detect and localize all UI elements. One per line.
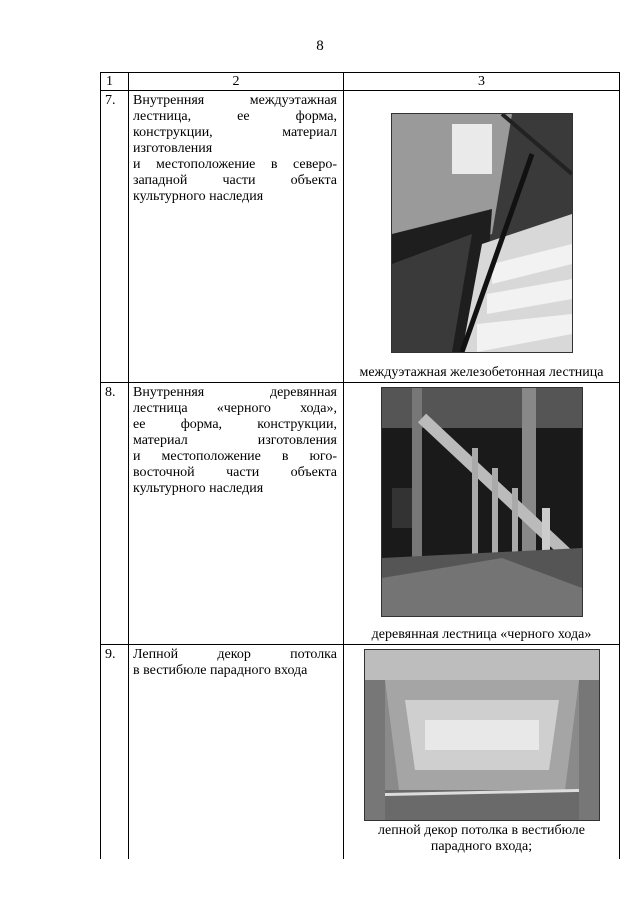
description-line: культурного наследия xyxy=(133,189,264,204)
row-description xyxy=(129,91,344,383)
description-line: материал изготовления xyxy=(133,433,337,448)
row-number: 9. xyxy=(101,645,129,859)
description-line: Лепной декор потолка xyxy=(133,647,337,662)
page-number: 8 xyxy=(316,38,324,54)
table-row xyxy=(101,383,620,645)
column-header-1: 1 xyxy=(101,73,129,91)
description-line: ее форма, конструкции, xyxy=(133,417,337,432)
description-line: Внутренняя междуэтажная xyxy=(133,93,337,108)
row-description xyxy=(129,383,344,645)
caption-line: лепной декор потолка в вестибюле xyxy=(378,823,585,838)
description-line: и местоположение в северо- xyxy=(133,157,337,172)
description-line: восточной части объекта xyxy=(133,465,337,480)
row-description xyxy=(129,645,344,859)
table-row xyxy=(101,645,620,859)
row-number: 8. xyxy=(101,383,129,645)
column-header-3: 3 xyxy=(344,73,620,91)
description-line: западной части объекта xyxy=(133,173,337,188)
description-line: лестница «черного хода», xyxy=(133,401,337,416)
photo-caption xyxy=(344,823,619,855)
description-line: Внутренняя деревянная xyxy=(133,385,337,400)
photo-caption xyxy=(344,365,619,381)
description-line: в вестибюле парадного входа xyxy=(133,663,308,678)
caption-line: деревянная лестница «черного хода» xyxy=(371,627,592,642)
column-header-2: 2 xyxy=(129,73,344,91)
table-header-row xyxy=(101,73,620,91)
description-line: изготовления xyxy=(133,141,213,156)
staircase-photo xyxy=(391,113,573,353)
description-line: культурного наследия xyxy=(133,481,264,496)
photo-caption xyxy=(344,627,619,643)
caption-line: междуэтажная железобетонная лестница xyxy=(359,365,604,380)
row-photo-cell xyxy=(344,645,620,859)
caption-line: парадного входа; xyxy=(430,839,533,854)
table-row xyxy=(101,91,620,383)
objects-table xyxy=(100,72,620,859)
description-line: и местоположение в юго- xyxy=(133,449,337,464)
ceiling-decor-photo xyxy=(364,649,600,821)
description-line: конструкции, материал xyxy=(133,125,337,140)
row-number: 7. xyxy=(101,91,129,383)
wooden-staircase-photo xyxy=(381,387,583,617)
description-line: лестница, ее форма, xyxy=(133,109,337,124)
row-photo-cell xyxy=(344,91,620,383)
row-photo-cell xyxy=(344,383,620,645)
